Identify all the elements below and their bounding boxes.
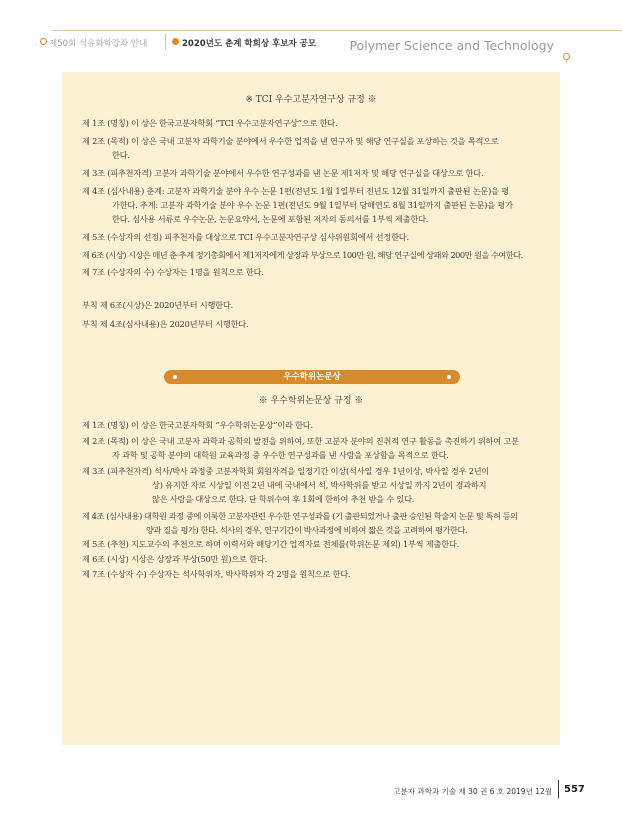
section1-article-3: 제 3조 (피추천자격) 고분자 과학기술 분야에서 우수한 연구성과를 낸 논문 제1저자 및 해당 연구실을 대상으로 한다. <box>82 168 484 178</box>
section1-article-5: 제 5조 (수상자의 선정) 피추천자를 대상으로 TCI 우수고분자연구상 심사위원회에서 선정한다. <box>82 232 409 242</box>
section2-article-1: 제 1조 (명칭) 이 상은 한국고분자학회 “우수학위논문상”이라 한다. <box>82 420 313 430</box>
section1-supplement-2: 부칙 제 4조(심사내용)은 2020년부터 시행한다. <box>82 319 249 329</box>
section2-article-3: 제 3조 (피추천자격) 석사/박사 과정중 고분자학회 회원자격을 일정기간 이상(석사일 경우 1년이상, 박사일 경우 2년이 상) 유지한 자로 시상일 이전 2년 내에 국내에서 석, 박사학위를 받고 시상일 까지 2년이 경과하지 않은 사람을 대상으로 한다. 단 학위수여 후 1회에 한하여 추천 받을 수 있다. <box>82 466 490 504</box>
footer-journal-issue: 고분자 과학과 기술 제 30 권 6 호 2019년 12월 <box>393 787 552 796</box>
section2-article-2: 제 2조 (목적) 이 상은 국내 고분자 과학과 공학의 발전을 위하여, 또한 고분자 분야의 진취적 연구 활동을 촉진하기 위하여 고분 자 과학 및 공학 분야의 대학원 교육과정 중 우수한 연구성과를 낸 사람을 포상함을 목적으로 한다. <box>82 436 519 460</box>
footer-divider <box>558 780 559 798</box>
header-current-section: 2020년도 춘계 학회상 후보자 공모 <box>182 39 317 49</box>
header-section-label: 제50회 석유화학강좌 안내 <box>49 39 148 49</box>
section1-article-2: 제 2조 (목적) 이 상은 국내 고분자 과학기술 분야에서 우수한 업적을 낸 연구자 및 해당 연구실을 포상하는 것을 목적으로 한다. <box>82 136 499 160</box>
header-circle-icon <box>40 38 47 45</box>
header-divider <box>165 34 166 50</box>
header-dot-icon <box>172 38 179 45</box>
journal-title: Polymer Science and Technology <box>349 38 554 53</box>
section1-article-1: 제 1조 (명칭) 이 상은 한국고분자학회 “TCI 우수고분자연구상”으로 한다. <box>82 118 338 128</box>
section2-article-5: 제 5조 (추천) 지도교수의 추천으로 하며 이력서와 해당기간 업적자료 전체를(학위논문 제외) 1부씩 제출한다. <box>82 539 460 549</box>
section2-article-6: 제 6조 (시상) 시상은 상장과 부상(50만 원)으로 한다. <box>82 554 267 564</box>
section1-article-6: 제 6조 (시상) 시상은 매년 춘·추계 정기총회에서 제1저자에게 상장과 부상으로 100만 원, 해당 연구실에 상패와 200만 원을 수여한다. <box>82 250 523 260</box>
content-panel <box>62 72 560 745</box>
section1-article-4: 제 4조 (심사내용) 춘계: 고분자 과학기술 분야 우수 논문 1편(전년도 1월 1일부터 전년도 12월 31일까지 출판된 논문)을 평 가한다. 추계: 고분자 과학기술 분야 우수 논문 1편(전년도 9월 1일부터 당해연도 8월 31일까지 출판된 논문)을 평가 한다. 심사용 서류로 우수논문, 논문요약서, 논문에 포함된 저자의 동의서를 1부씩 제출한다. <box>82 186 513 224</box>
section1-title: ※ TCI 우수고분자연구상 규정 ※ <box>245 95 377 105</box>
section1-article-7: 제 7조 (수상자의 수) 수상자는 1명을 원칙으로 한다. <box>82 267 264 277</box>
header-rule <box>52 30 622 31</box>
section2-title: ※ 우수학위논문상 규정 ※ <box>258 396 364 406</box>
section2-article-7: 제 7조 (수상자 수) 수상자는 석사학위자, 박사학위자 각 2명을 원칙으로 한다. <box>82 569 351 579</box>
section2-banner <box>164 370 460 384</box>
header-circle-icon <box>563 53 570 60</box>
bullet-icon <box>447 375 451 379</box>
section2-banner-label: 우수학위논문상 <box>283 372 341 382</box>
section2-article-4: 제 4조 (심사내용) 대학원 과정 중에 이룩한 고분자관련 우수한 연구성과를 (기 출판되었거나 출판 승인된 학술지 논문 및 특허 등의 양과 질을 평가) 한다. 석사의 경우, 연구기간이 박사과정에 비하여 짧은 것을 고려하여 평가한다. <box>82 511 518 535</box>
page-number: 557 <box>564 784 585 795</box>
section1-supplement-1: 부칙 제 6조(시상)은 2020년부터 시행한다. <box>82 300 233 310</box>
